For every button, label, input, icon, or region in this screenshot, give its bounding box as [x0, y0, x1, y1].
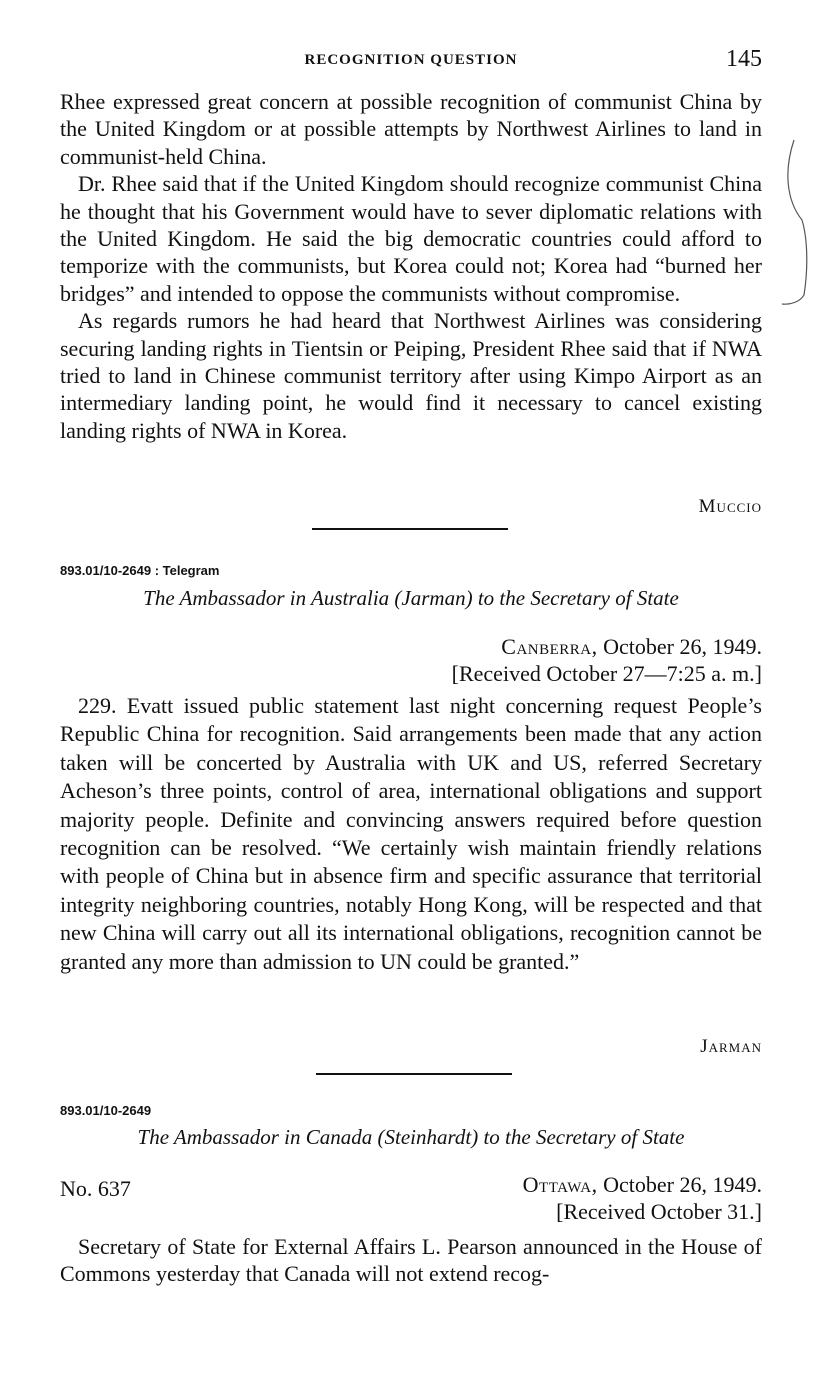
paragraph: Dr. Rhee said that if the United Kingdom should recognize communist China he thought that his Government would have to sever diplomatic relations with the United Kingdom. He said the big democratic countries could afford to temporize with the communists, but Korea could not; Korea had “burned her bridges” and intended to oppose the communists without compromise. [60, 171, 762, 306]
section-jarman [60, 692, 762, 976]
file-number: 893.01/10-2649 [60, 1103, 152, 1118]
dateline [452, 633, 762, 687]
received-line: [Received October 31.] [556, 1199, 762, 1224]
document-title: The Ambassador in Canada (Steinhardt) to the Secretary of State [137, 1125, 685, 1149]
paragraph: As regards rumors he had heard that Northwest Airlines was considering securing landing rights in Tientsin or Peiping, President Rhee said that if NWA tried to land in Chinese communist territory after using Kimpo Airport as an intermediary landing point, he would find it necessary to cancel existing landing rights of NWA in Korea. [60, 308, 762, 443]
signature-jarman: Jarman [700, 1036, 762, 1057]
paragraph: Secretary of State for External Affairs L. Pearson announced in the House of Commons yesterday that Canada will not extend recog- [60, 1234, 762, 1287]
dateline-date: October 26, 1949. [597, 634, 762, 659]
running-title: RECOGNITION QUESTION [304, 52, 518, 68]
page-number: 145 [726, 46, 762, 72]
running-head [60, 46, 762, 76]
section-divider [312, 528, 508, 530]
dateline [523, 1171, 762, 1225]
dateline-date: October 26, 1949. [597, 1172, 762, 1197]
document-title: The Ambassador in Australia (Jarman) to the Secretary of State [143, 586, 679, 610]
section-steinhardt [60, 1233, 762, 1288]
file-number: 893.01/10-2649 : Telegram [60, 563, 220, 578]
dateline-place: Ottawa, [522, 1172, 598, 1197]
paragraph: 229. Evatt issued public statement last night concerning request People’s Republic China for recognition. Said arrangements been made that any action taken will be concerted by Australia with UK and US, referred Secretary Acheson’s three points, control of area, international obligations and support majority people. Definite and convincing answers required before question recognition can be resolved. “We certainly wish maintain friendly relations with people of China but in absence firm and specific assurance that territorial integrity neighboring countries, notably Hong Kong, will be respected and that new China will carry out all its international obligations, recognition cannot be granted any more than admission to UN could be granted.” [60, 693, 762, 974]
dateline-place: Canberra, [501, 634, 598, 659]
received-line: [Received October 27—7:25 a. m.] [451, 661, 762, 686]
paragraph: Rhee expressed great concern at possible recognition of communist China by the United Kingdom or at possible attempts by Northwest Airlines to land in communist-held China. [60, 89, 762, 169]
pencil-bracket-mark [780, 90, 820, 310]
section-divider [316, 1073, 512, 1075]
document-number: No. 637 [60, 1176, 131, 1201]
signature-muccio: Muccio [698, 496, 762, 517]
section-muccio [60, 88, 762, 444]
